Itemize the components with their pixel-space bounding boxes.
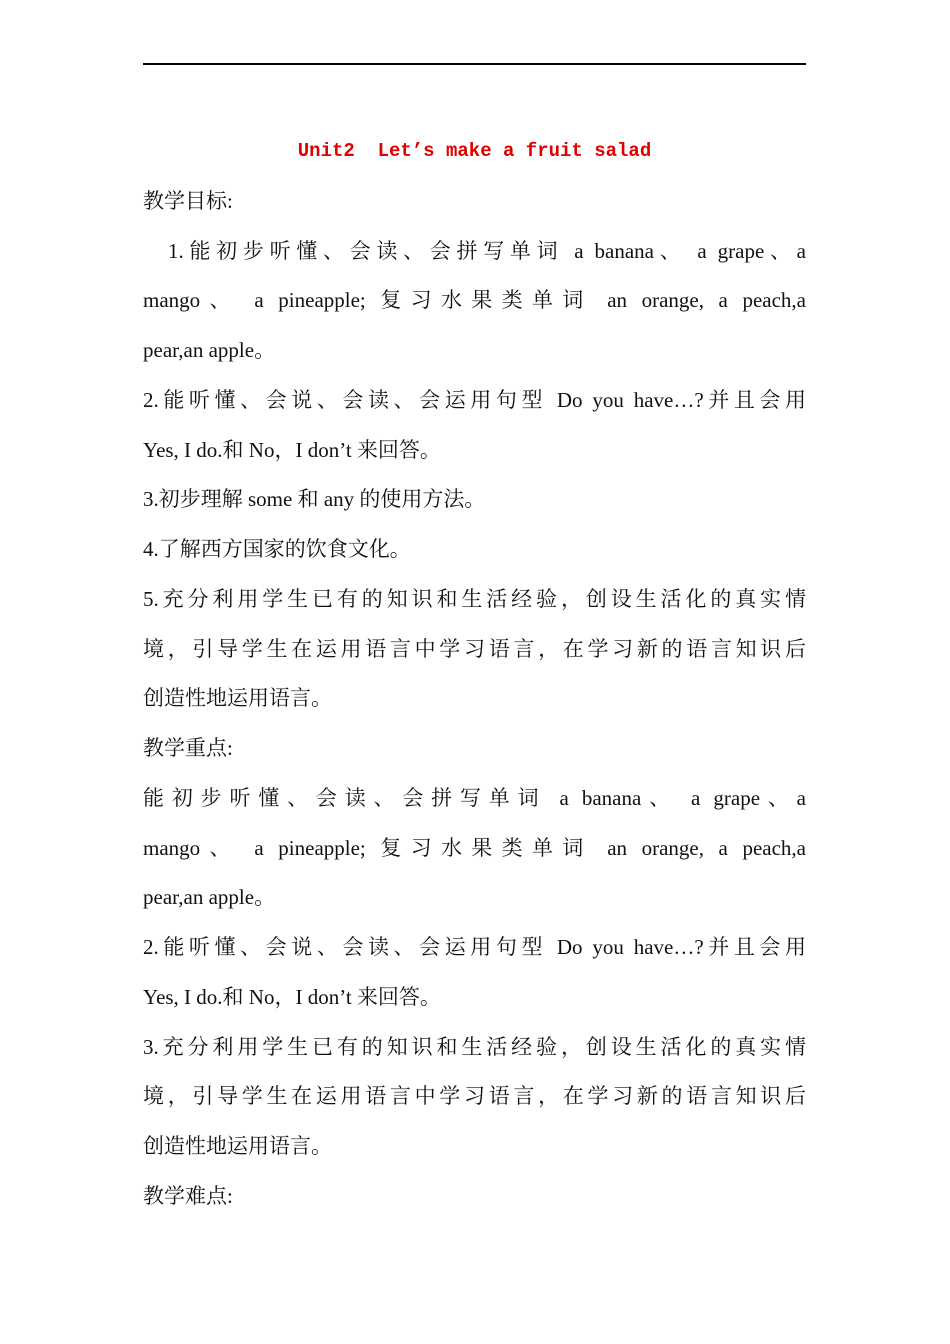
document-body <box>143 127 806 1222</box>
document-title: Unit2 Let’s make a fruit salad <box>297 140 652 162</box>
header-rule <box>143 63 806 65</box>
objective-1-line-1: 1.能初步听懂、会读、会拼写单词 a banana、 a grape、a <box>168 238 806 263</box>
key-point-3-line-1: 3.充分利用学生已有的知识和生活经验，创设生活化的真实情 <box>143 1034 806 1059</box>
key-point-1-line-3: pear,an apple。 <box>143 885 276 910</box>
objective-5-line-1: 5.充分利用学生已有的知识和生活经验，创设生活化的真实情 <box>143 586 806 611</box>
key-point-3-line-3: 创造性地运用语言。 <box>143 1134 332 1158</box>
key-point-1-line-1: 能初步听懂、会读、会拼写单词 a banana、 a grape、a <box>143 785 806 810</box>
objective-1-line-3: pear,an apple。 <box>143 338 276 362</box>
section-heading-objectives: 教学目标: <box>143 188 233 213</box>
objective-2-line-2: Yes, I do.和 No，I don’t 来回答。 <box>143 437 441 462</box>
objective-2-line-1: 2.能听懂、会说、会读、会运用句型 Do you have…?并且会用 <box>143 387 806 412</box>
key-point-2-line-2: Yes, I do.和 No，I don’t 来回答。 <box>143 984 441 1009</box>
objective-1-line-2: mango、 a pineapple; 复习水果类单词 an orange, a peach,a <box>143 288 806 313</box>
key-point-1-line-2: mango、 a pineapple; 复习水果类单词 an orange, a peach,a <box>143 835 806 860</box>
key-point-3-line-2: 境，引导学生在运用语言中学习语言，在学习新的语言知识后 <box>143 1084 806 1109</box>
objective-3-line-1: 3.初步理解 some 和 any 的使用方法。 <box>143 487 486 512</box>
objective-5-line-3: 创造性地运用语言。 <box>143 686 332 711</box>
key-point-2-line-1: 2.能听懂、会说、会读、会运用句型 Do you have…?并且会用 <box>143 935 806 959</box>
objective-4-line-1: 4.了解西方国家的饮食文化。 <box>143 537 411 561</box>
section-heading-difficulties: 教学难点: <box>143 1183 233 1208</box>
section-heading-key-points: 教学重点: <box>143 736 233 760</box>
objective-5-line-2: 境，引导学生在运用语言中学习语言，在学习新的语言知识后 <box>143 636 806 661</box>
